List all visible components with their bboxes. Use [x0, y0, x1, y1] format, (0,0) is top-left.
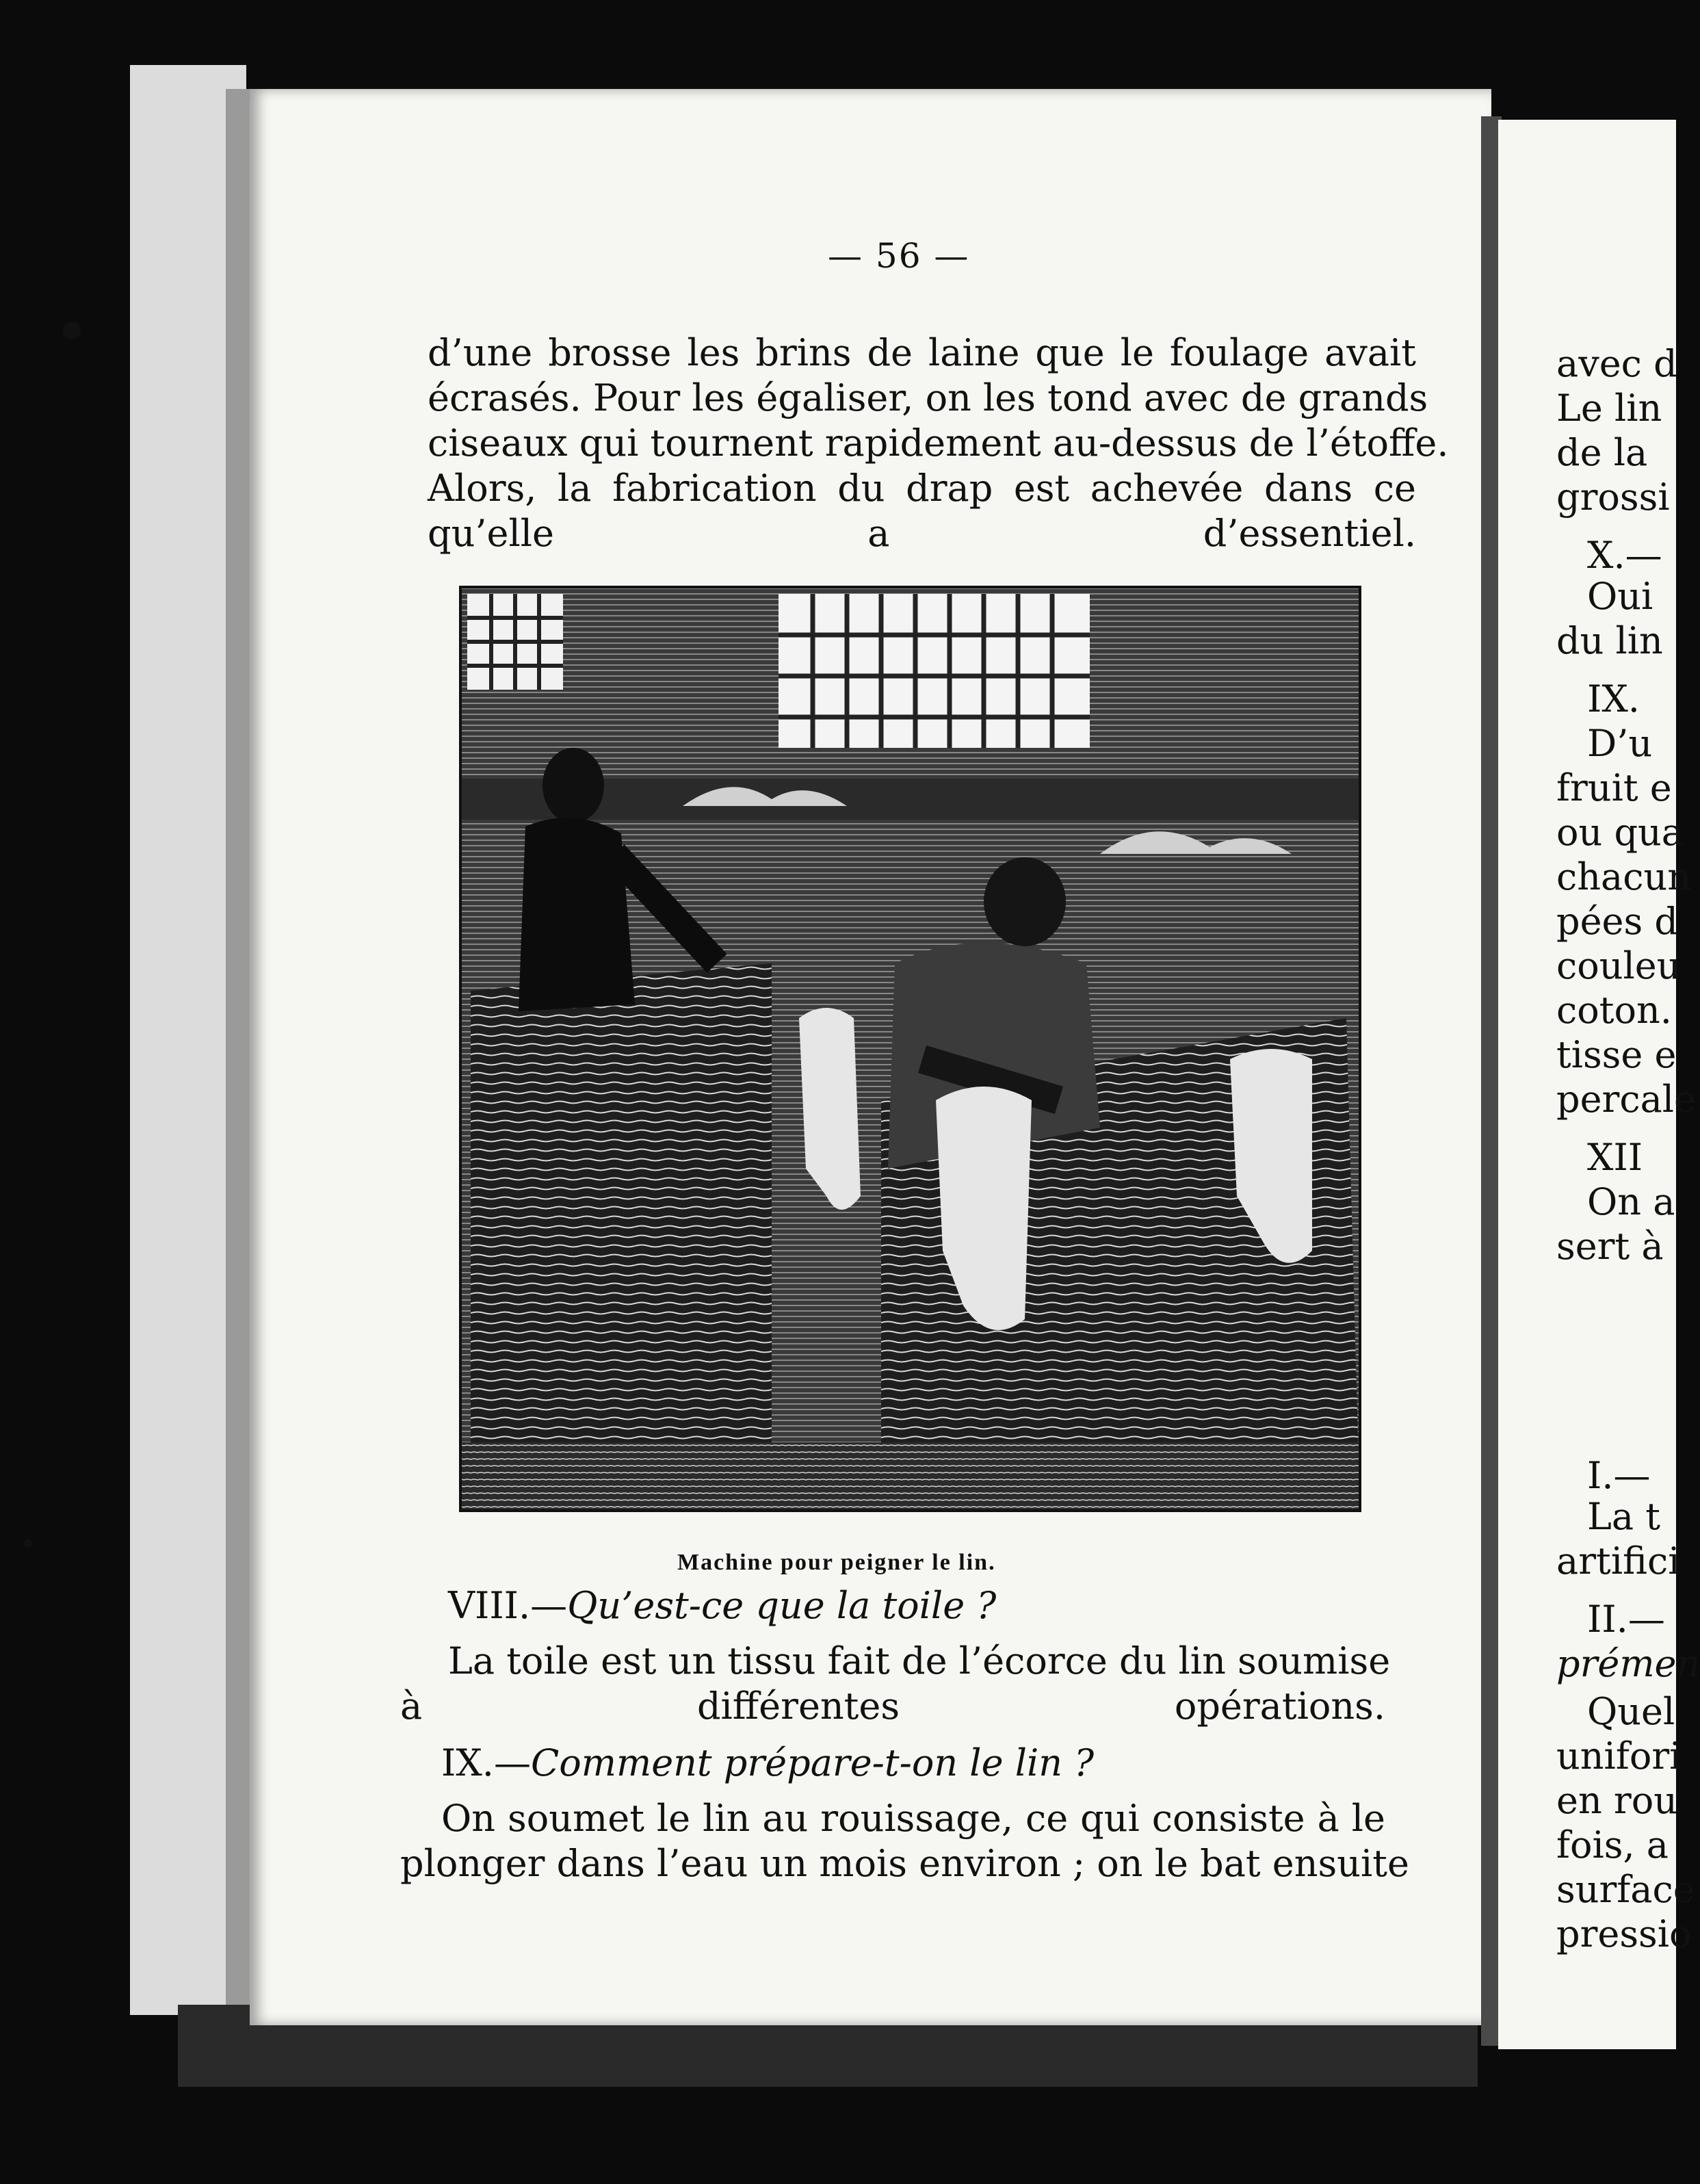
facing-line: tisse e	[1556, 1033, 1677, 1076]
facing-line: ou qua	[1556, 811, 1684, 854]
question-viii-text: Qu’est-ce que la toile ?	[567, 1584, 997, 1627]
facing-line: unifori	[1556, 1734, 1682, 1778]
facing-line: chacun	[1556, 855, 1692, 898]
answer-viii	[400, 1639, 1391, 1729]
facing-line: percale	[1556, 1078, 1697, 1121]
facing-line: artifici	[1556, 1539, 1680, 1583]
scan-speck	[63, 322, 81, 339]
facing-line: X.—	[1587, 534, 1662, 577]
intro-line-1: d’une brosse les brins de laine que le foulage avait	[428, 331, 1416, 374]
left-window	[467, 594, 563, 690]
page-number: — 56 —	[828, 236, 970, 276]
question-viii	[448, 1584, 996, 1627]
facing-line: pées d	[1556, 900, 1678, 943]
answer-ix-line-1: On soumet le lin au rouissage, ce qui consiste à le	[441, 1797, 1385, 1840]
facing-line: avec d	[1556, 342, 1677, 385]
facing-line: coton.	[1556, 989, 1672, 1032]
question-viii-number: VIII.—	[448, 1584, 568, 1627]
question-ix-number: IX.—	[441, 1741, 531, 1784]
facing-line: Quel	[1587, 1690, 1675, 1733]
intro-line-4: Alors, la fabrication du drap est achevée dans ce	[428, 467, 1416, 510]
question-ix-text: Comment prépare-t-on le lin ?	[530, 1741, 1095, 1784]
intro-line-3: ciseaux qui tournent rapidement au-dessus de l’étoffe.	[428, 421, 1449, 465]
facing-line: D’u	[1587, 722, 1653, 765]
intro-paragraph	[428, 330, 1449, 556]
scan-speck	[24, 1539, 32, 1548]
facing-line: pressio	[1556, 1912, 1692, 1955]
facing-line: I.—	[1587, 1454, 1651, 1497]
left-workbench	[471, 963, 772, 1511]
facing-line: de la	[1556, 431, 1648, 474]
answer-viii-line-1: La toile est un tissu fait de l’écorce du lin soumise	[448, 1639, 1391, 1682]
answer-ix-line-2: plonger dans l’eau un mois environ ; on le bat ensuite	[400, 1842, 1409, 1885]
facing-line: Le lin	[1556, 387, 1662, 430]
intro-line-2: écrasés. Pour les égaliser, on les tond avec de grands	[428, 376, 1428, 419]
central-window	[779, 594, 1090, 748]
facing-line: en rou	[1556, 1779, 1678, 1822]
facing-line: Oui	[1587, 575, 1653, 618]
facing-line: surface	[1556, 1868, 1695, 1911]
answer-viii-line-2: à différentes opérations.	[400, 1685, 1385, 1728]
facing-line: fruit e	[1556, 766, 1672, 809]
question-ix	[441, 1741, 1094, 1784]
illustration-caption: Machine pour peigner le lin.	[677, 1550, 996, 1575]
facing-line: prémen	[1556, 1642, 1700, 1685]
facing-line: La t	[1587, 1495, 1660, 1538]
facing-line: On a	[1587, 1180, 1675, 1223]
facing-line: couleu	[1556, 944, 1681, 987]
intro-line-5: qu’elle a d’essentiel.	[428, 512, 1416, 555]
answer-ix	[400, 1796, 1409, 1886]
facing-line: grossi	[1556, 476, 1670, 519]
facing-line: du lin	[1556, 619, 1663, 662]
facing-line: II.—	[1587, 1598, 1665, 1641]
flax-combing-engraving	[443, 580, 1367, 1518]
right-page	[1498, 120, 1700, 2049]
facing-line: XII	[1587, 1136, 1643, 1179]
facing-line: fois, a	[1556, 1823, 1669, 1867]
facing-line: sert à	[1556, 1225, 1664, 1268]
workshop-floor	[460, 1442, 1360, 1511]
facing-line: IX.	[1587, 677, 1640, 720]
